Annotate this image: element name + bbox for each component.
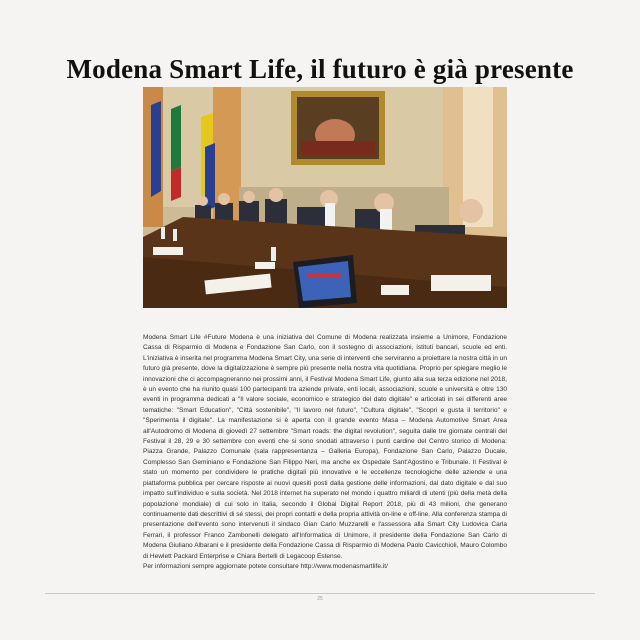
- footer-divider: [45, 593, 595, 594]
- page-title: Modena Smart Life, il futuro è già presente: [66, 54, 574, 85]
- article-paragraph: Modena Smart Life #Future Modena è una iniziativa del Comune di Modena realizzata insieme a Unimore, Fondazione Cassa di Risparmio di Modena e Fondazione San Carlo, con il sostegno di associazioni, istituti bancari, scuole ed enti. L'iniziativa è inserita nel programma Modena Smart City, una serie di interventi che serviranno a proiettare la nostra città in un futuro già presente, dove la digitalizzazione è sempre più presente nella nostra vita quotidiana. Proprio per spiegare meglio le innovazioni che ci accompagneranno nei prossimi anni, il Festival Modena Smart Life, giunto alla sua terza edizione nel 2018, è un evento che ha riunito quasi 100 partecipanti tra aziende private, enti locali, associazioni, scuole e università e oltre 130 eventi in programma dedicati a "Il valore sociale, economico e strategico del dato digitale" e articolati in sei differenti aree tematiche: "Smart Education", "Città sostenibile", "Il lavoro nel futuro", "Cultura digitale", "Scopri e gusta il territorio" e "Sperimenta il digitale". La manifestazione si è aperta con il grande evento Masa – Modena Automotive Smart Area all'Autodromo di Modena di giovedì 27 settembre "Smart roads: the digital revolution", seguita dalle tre giornate centrali del Festival il 28, 29 e 30 settembre con eventi che si sono snodati attraverso i punti cardine del Centro storico di Modena: Piazza Grande, Palazzo Comunale (sala rappresentanza – Galleria Europa), Fondazione San Carlo, Palazzo Ducale, Complesso San Geminiano e Fondazione San Filippo Neri, ma anche ex Ospedale Sant'Agostino e Tribunale. Il Festival è stato un momento per condividere le pratiche digitali più innovative e le eccellenze tecnologiche delle aziende e una piattaforma pubblica per cercare risposte ai nuovi quesiti posti dalla gestione delle informazioni, dal dato digitale e dal suo impatto sull'individuo e sulla società. Nel 2018 internet ha superato nel mondo i quattro miliardi di utenti (più della metà della popolazione mondiale) di cui solo in Italia, secondo il Global Digital Report 2018, più di 43 milioni, che generano continuamente dati descrittivi di sé stessi, dei propri contatti e della propria attività on-line e off-line. Alla conferenza stampa di presentazione dell'evento sono intervenuti il sindaco Gian Carlo Muzzarelli e l'assessora alla Smart City Ludovica Carla Ferrari, il professor Franco Zambonelli delegato all'Informatica di Unimore, il presidente della Fondazione San Carlo di Modena Giuliano Albarani e il presidente della Fondazione Cassa di Risparmio di Modena Paolo Cavicchioli, Mauro Colombo di Hewlett Packard Enterprise e Chiara Bertelli di Legacoop Estense.: [143, 334, 507, 560]
- article-info-line: Per informazioni sempre aggiornate potete consultare http://www.modenasmartlife.it/: [143, 562, 388, 570]
- page-number: 25: [317, 596, 323, 602]
- article-body: [143, 333, 507, 572]
- press-conference-photo: [143, 87, 507, 308]
